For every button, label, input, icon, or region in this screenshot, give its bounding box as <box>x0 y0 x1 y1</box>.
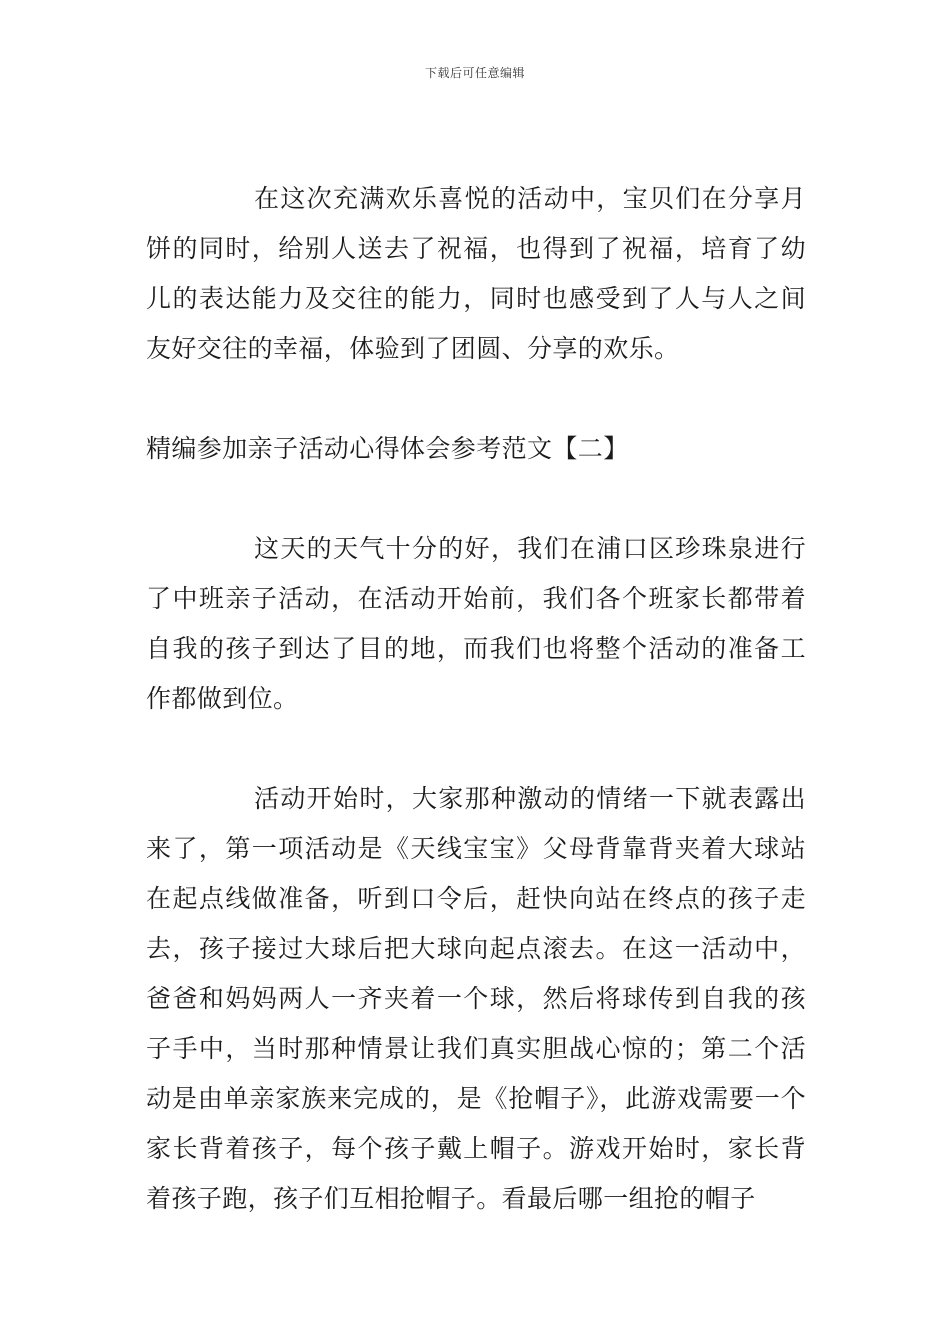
paragraph-3: 活动开始时，大家那种激动的情绪一下就表露出来了，第一项活动是《天线宝宝》父母背靠背夹着大球站在起点线做准备，听到口令后，赶快向站在终点的孩子走去，孩子接过大球后把大球向起点滚去。在这一活动中，爸爸和妈妈两人一齐夹着一个球，然后将球传到自我的孩子手中，当时那种情景让我们真实胆战心惊的；第二个活动是由单亲家族来完成的，是《抢帽子》，此游戏需要一个家长背着孩子，每个孩子戴上帽子。游戏开始时，家长背着孩子跑，孩子们互相抢帽子。看最后哪一组抢的帽子 <box>146 784 806 1213</box>
paragraph-1: 在这次充满欢乐喜悦的活动中，宝贝们在分享月饼的同时，给别人送去了祝福，也得到了祝福，培育了幼儿的表达能力及交往的能力，同时也感受到了人与人之间友好交往的幸福，体验到了团圆、分享的欢乐。 <box>146 184 806 363</box>
paragraph-3-block <box>146 774 806 1224</box>
paragraph-2-block <box>146 524 806 724</box>
section-heading: 精编参加亲子活动心得体会参考范文【二】 <box>146 434 629 463</box>
page-header: 下载后可任意编辑 <box>424 66 525 80</box>
paragraph-1-block <box>146 174 806 374</box>
paragraph-2: 这天的天气十分的好，我们在浦口区珍珠泉进行了中班亲子活动，在活动开始前，我们各个班家长都带着自我的孩子到达了目的地，而我们也将整个活动的准备工作都做到位。 <box>146 534 806 713</box>
section-heading-block <box>146 424 806 474</box>
